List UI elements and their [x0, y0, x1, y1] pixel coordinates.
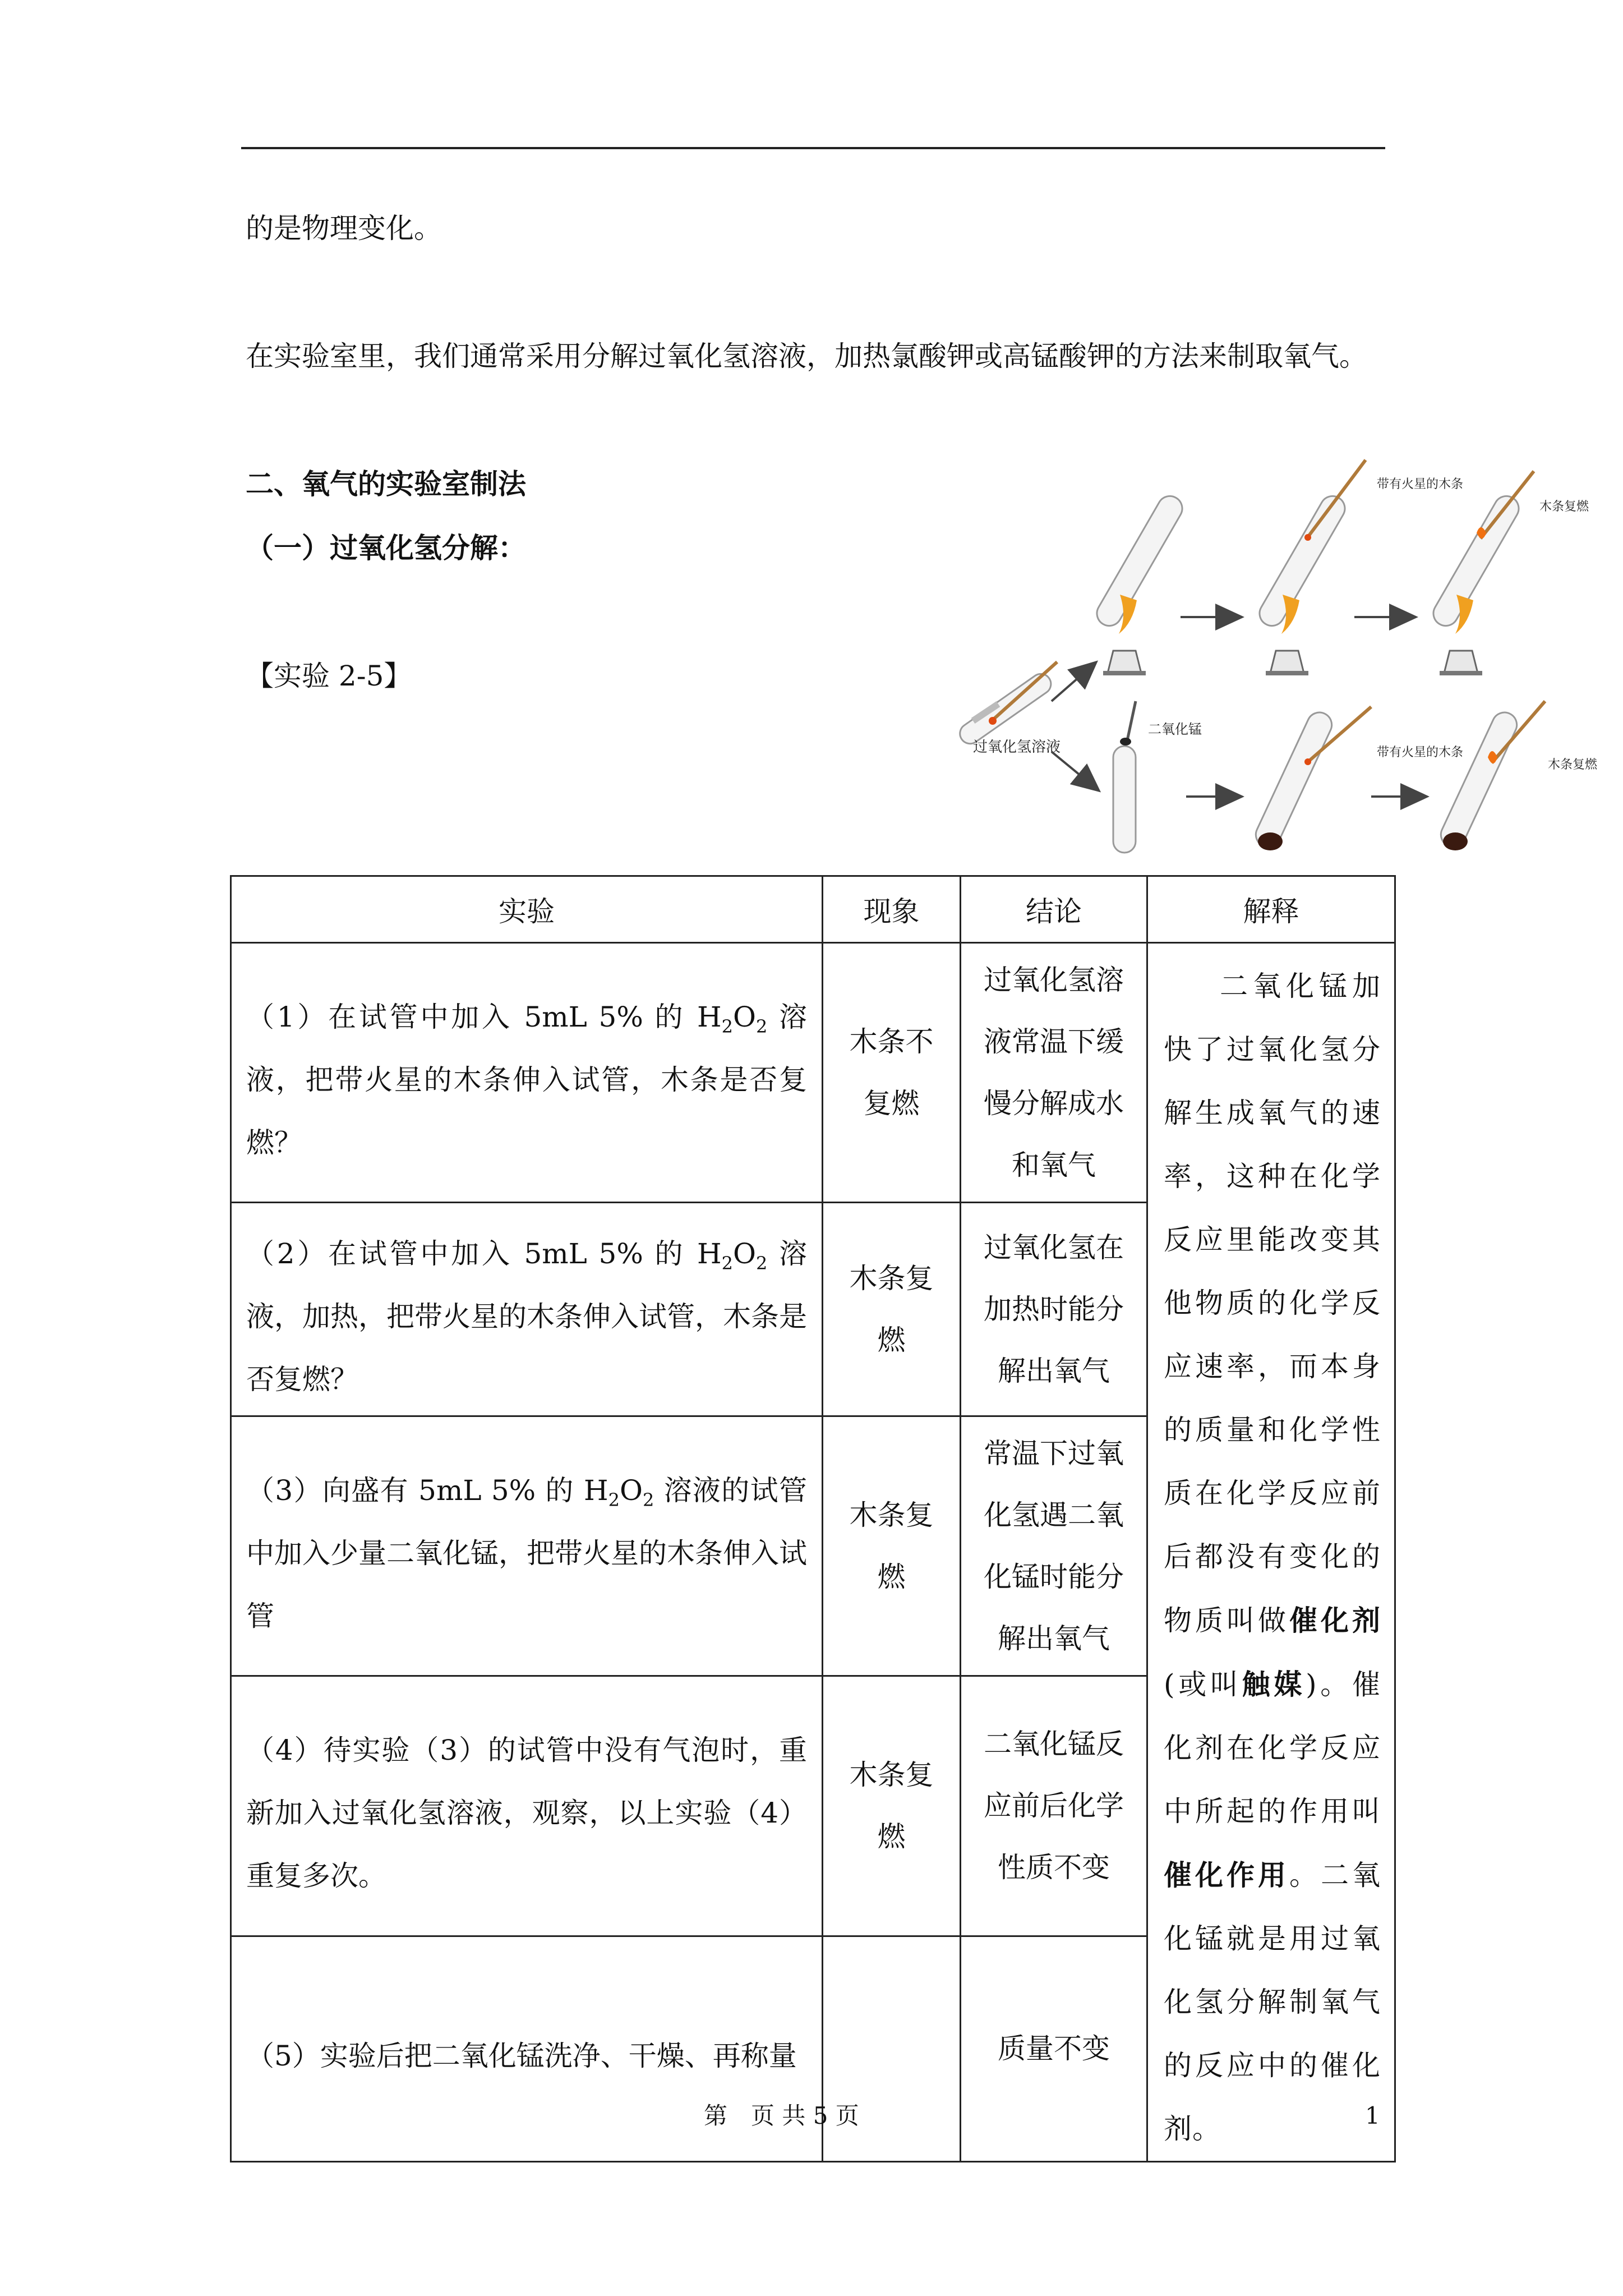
mno2-tube	[1113, 701, 1136, 853]
intro-continuation: 的是物理变化。	[246, 212, 442, 245]
paragraph-lab-methods: 在实验室里，我们通常采用分解过氧化氢溶液，加热氯酸钾或高锰酸钾的方法来制取氧气。	[246, 340, 1367, 372]
experiment-table	[230, 875, 1396, 2162]
experiment-label: 【实验 2-5】	[246, 660, 412, 692]
phenomenon-cell-3: 木条复燃	[823, 1416, 961, 1676]
experiment-cell-2: （2）在试管中加入 5mL 5% 的 $H_2O_2$ 溶液，加热，把带火星的木条伸入试管，木条是否复燃？	[231, 1202, 823, 1416]
header-rule	[241, 147, 1385, 149]
h2o2-tube	[956, 662, 1057, 748]
reaction-tube-1	[1252, 707, 1371, 851]
table-row	[231, 943, 1395, 1203]
conclusion-cell-1: 过氧化氢溶液常温下缓慢分解成水和氧气	[961, 943, 1147, 1203]
heated-tube-2	[1255, 460, 1366, 675]
conclusion-cell-4: 二氧化锰反应前后化学性质不变	[961, 1676, 1147, 1936]
subsection-heading: （一）过氧化氢分解：	[246, 531, 526, 564]
heated-tube-3	[1429, 471, 1534, 675]
phenomenon-cell-4: 木条复燃	[823, 1676, 961, 1936]
experiment-cell-1: （1）在试管中加入 5mL 5% 的 $H_2O_2$ 溶液，把带火星的木条伸入试管，木条是否复燃？	[231, 943, 823, 1203]
label-mno2: 二氧化锰	[1148, 721, 1202, 737]
experiment-cell-3: （3）向盛有 5mL 5% 的 $H_2O_2$ 溶液的试管中加入少量二氧化锰，把带火星的木条伸入试管	[231, 1416, 823, 1676]
experiment-cell-4: （4）待实验（3）的试管中没有气泡时，重新加入过氧化氢溶液，观察，以上实验（4）重复多次。	[231, 1676, 823, 1936]
footer-page-label: 第 页 共 5 页	[704, 2102, 859, 2129]
heated-tube-1	[1092, 491, 1187, 675]
header-explanation: 解释	[1147, 876, 1395, 943]
conclusion-cell-2: 过氧化氢在加热时能分解出氧气	[961, 1202, 1147, 1416]
label-glowing-splint-2: 带有火星的木条	[1377, 746, 1464, 760]
arrow-up	[1052, 662, 1096, 701]
experiment-illustration	[939, 449, 1623, 858]
phenomenon-cell-1: 木条不复燃	[823, 943, 961, 1203]
footer-page-number: 1	[1365, 2102, 1380, 2129]
table-header-row	[231, 876, 1395, 943]
phenomenon-cell-2: 木条复燃	[823, 1202, 961, 1416]
header-phenomenon: 现象	[823, 876, 961, 943]
experiment-cell-5: （5）实验后把二氧化锰洗净、干燥、再称量	[231, 1936, 823, 2161]
conclusion-cell-3: 常温下过氧化氢遇二氧化锰时能分解出氧气	[961, 1416, 1147, 1676]
reaction-tube-2	[1437, 701, 1545, 851]
explanation-cell: 二氧化锰加快了过氧化氢分解生成氧气的速率，这种在化学反应里能改变其他物质的化学反应速率，而本身的质量和化学性质在化学反应前后都没有变化的物质叫做催化剂(或叫触媒)。催化剂在化学反应中所起的作用叫催化作用。二氧化锰就是用过氧化氢分解制氧气的反应中的催化剂。	[1147, 943, 1395, 2162]
arrow-down	[1052, 752, 1099, 791]
header-conclusion: 结论	[961, 876, 1147, 943]
label-reignite-2: 木条复燃	[1548, 758, 1598, 772]
label-h2o2-solution: 过氧化氢溶液	[973, 739, 1061, 756]
conclusion-cell-5: 质量不变	[961, 1936, 1147, 2161]
header-experiment: 实验	[231, 876, 823, 943]
section-heading: 二、氧气的实验室制法	[246, 467, 526, 500]
label-glowing-splint-1: 带有火星的木条	[1377, 477, 1464, 491]
label-reignite-1: 木条复燃	[1539, 500, 1589, 514]
